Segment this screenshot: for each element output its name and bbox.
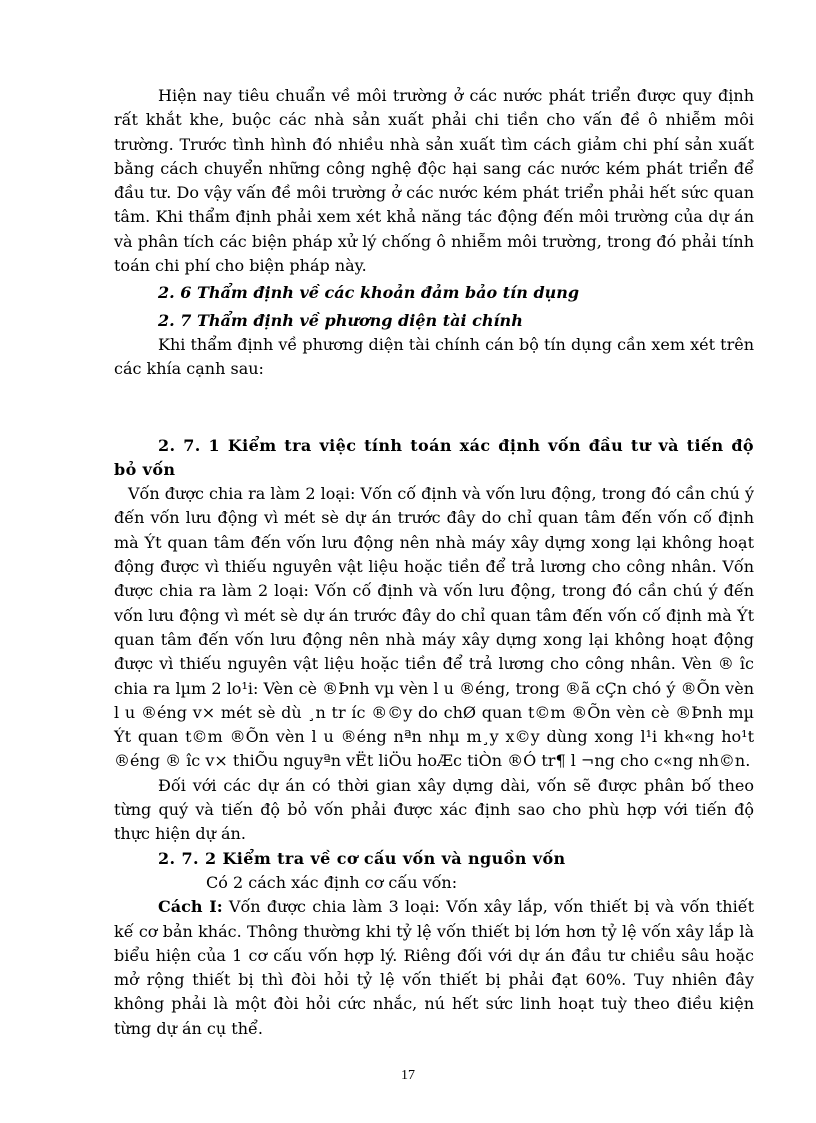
paragraph-capital-types: Vốn được chia ra làm 2 loại: Vốn cố định và vốn lưu động, trong đó cần chú ý đến vốn lưu động vì mét sè dự án trước đây do chỉ quan tâm đến vốn cố định mà Ýt quan tâm đến vốn lưu động nên nhà máy xây dựng xong lại không hoạt động được vì thiếu nguyên vật liệu hoặc tiền để trả lương cho công nhân. Vốn được chia ra làm 2 loại: Vốn cố định và vốn lưu động, trong đó cần chú ý đến vốn lưu động vì mét sè dự án trước đây do chỉ quan tâm đến vốn cố định mà Ýt quan tâm đến vốn lưu động nên nhà máy xây dựng xong lại không hoạt động được vì thiếu nguyên vật liệu hoặc tiền để trả lương cho công nhân. Vèn ® îc chia ra lµm 2 lo¹i: Vèn cè ®Þnh vµ vèn l u ®éng, trong ®ã cÇn chó ý ®Õn vèn l u ®éng v× mét sè dù ¸n tr íc ®©y do chØ quan t©m ®Õn vèn cè ®Þnh mµ Ýt quan t©m ®Õn vèn l u ®éng nªn nhµ m¸y x©y dùng xong l¹i kh«ng ho¹t ®éng ® îc v× thiÕu nguyªn vËt liÖu hoÆc tiÒn ®Ó tr¶ l ¬ng cho c«ng nh©n.: [114, 484, 754, 771]
document-body: [114, 84, 754, 1041]
heading-2-7-2: 2. 7. 2 Kiểm tra về cơ cấu vốn và nguồn vốn: [158, 848, 566, 868]
heading-2-6: 2. 6 Thẩm định về các khoản đảm bảo tín dụng: [158, 283, 580, 303]
page-number: 17: [401, 1068, 415, 1083]
heading-2-7: 2. 7 Thẩm định về phương diện tài chính: [158, 310, 523, 330]
paragraph-environment: Hiện nay tiêu chuẩn về môi trường ở các nước phát triển được quy định rất khắt khe, buộc các nhà sản xuất phải chi tiền cho vấn đề ô nhiễm môi trường. Trước tình hình đó nhiều nhà sản xuất tìm cách giảm chi phí sản xuất bằng cách chuyển những công nghệ độc hại sang các nước kém phát triển để đầu tư. Do vậy vấn đề môi trường ở các nước kém phát triển phải hết sức quan tâm. Khi thẩm định phải xem xét khả năng tác động đến môi trường của dự án và phân tích các biện pháp xử lý chống ô nhiễm môi trường, trong đó phải tính toán chi phí cho biện pháp này.: [114, 86, 754, 276]
paragraph-two-methods: Có 2 cách xác định cơ cấu vốn:: [206, 872, 458, 892]
paragraph-long-projects: Đối với các dự án có thời gian xây dựng dài, vốn sẽ được phân bố theo từng quý và tiến độ bỏ vốn phải được xác định sao cho phù hợp với tiến độ thực hiện dự án.: [114, 775, 754, 844]
method-1-text: Vốn được chia làm 3 loại: Vốn xây lắp, vốn thiết bị và vốn thiết kế cơ bản khác. Thông thường khi tỷ lệ vốn thiết bị lớn hơn tỷ lệ vốn xây lắp là biểu hiện của 1 cơ cấu vốn hợp lý. Riêng đối với dự án đầu tư chiều sâu hoặc mở rộng thiết bị thì đòi hỏi tỷ lệ vốn thiết bị phải đạt 60%. Tuy nhiên đây không phải là một đòi hỏi cức nhắc, nú hết sức linh hoạt tuỳ theo điều kiện từng dự án cụ thể.: [114, 897, 755, 1038]
heading-2-7-1: 2. 7. 1 Kiểm tra việc tính toán xác định vốn đầu tư và tiến độ bỏ vốn: [114, 435, 754, 479]
blank-space: [114, 382, 754, 434]
paragraph-method-1: [114, 895, 754, 1041]
paragraph-financial-intro: Khi thẩm định về phương diện tài chính cán bộ tín dụng cần xem xét trên các khía cạnh sau:: [114, 334, 754, 379]
method-1-label: Cách I:: [158, 897, 223, 917]
